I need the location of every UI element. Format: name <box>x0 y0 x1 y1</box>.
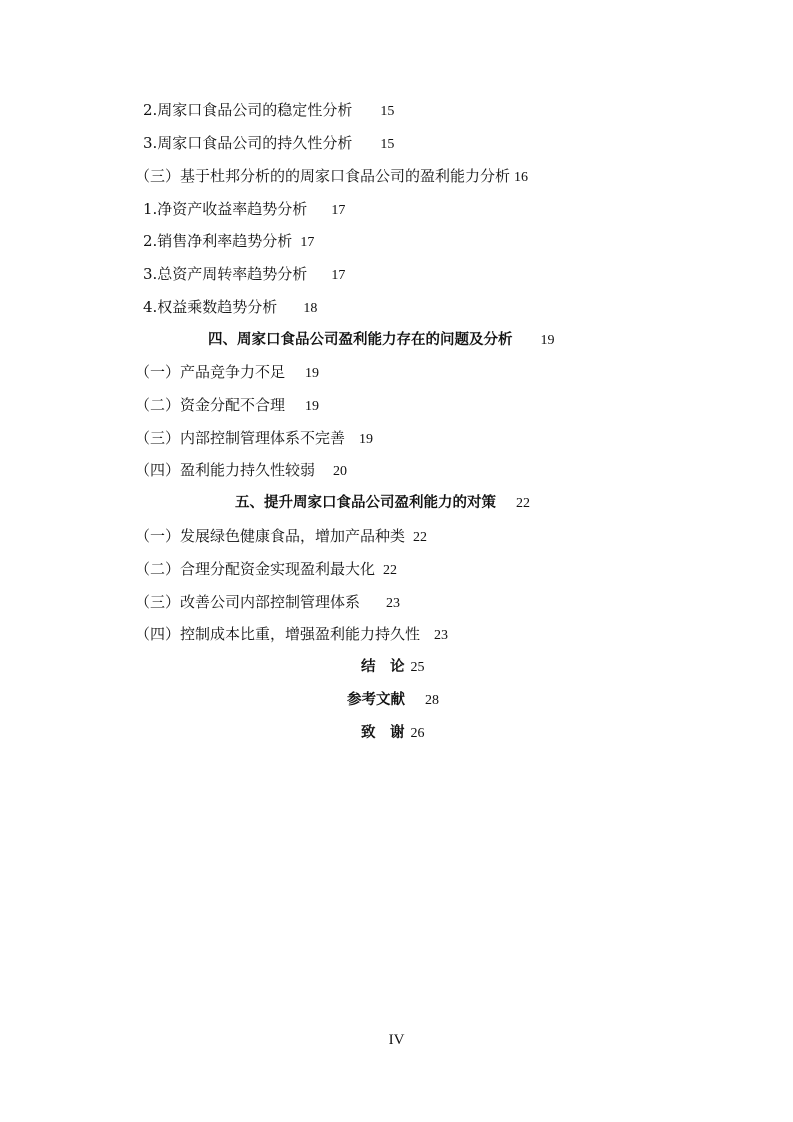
toc-entry[interactable] <box>143 229 314 253</box>
toc-entry[interactable] <box>135 393 319 417</box>
toc-chapter-entry[interactable] <box>361 721 425 745</box>
toc-entry-page: 19 <box>305 366 320 381</box>
toc-entry[interactable] <box>135 360 319 384</box>
toc-entry[interactable] <box>135 524 427 548</box>
toc-entry[interactable] <box>135 426 373 450</box>
toc-entry-page: 23 <box>386 596 401 611</box>
toc-entry-page: 20 <box>333 464 348 479</box>
toc-entry[interactable] <box>135 557 397 581</box>
toc-entry-title: （一）产品竞争力不足 <box>135 363 286 381</box>
toc-entry-page: 22 <box>516 496 530 511</box>
toc-chapter-entry[interactable] <box>347 688 439 712</box>
toc-entry-title: （一）发展绿色健康食品，增加产品种类 <box>135 527 406 545</box>
toc-entry-title: 4.权益乘数趋势分析 <box>143 298 278 316</box>
toc-entry-page: 25 <box>410 660 425 675</box>
toc-entry-page: 15 <box>380 104 395 119</box>
toc-entry-title: 参考文献 <box>347 692 405 708</box>
toc-entry-title: 3.周家口食品公司的持久性分析 <box>143 134 353 152</box>
toc-entry-title: （三）基于杜邦分析的的周家口食品公司的盈利能力分析 <box>135 167 511 185</box>
toc-entry-page: 22 <box>383 563 398 578</box>
toc-entry-title: 2.销售净利率趋势分析 <box>143 232 293 250</box>
toc-entry-page: 22 <box>413 530 428 545</box>
toc-entry[interactable] <box>135 590 400 614</box>
toc-entry-title: （二）资金分配不合理 <box>135 396 286 414</box>
toc-entry[interactable] <box>143 98 394 122</box>
toc-entry-title: 四、周家口食品公司盈利能力存在的问题及分析 <box>208 332 513 348</box>
toc-entry-page: 15 <box>380 137 395 152</box>
toc-entry-title: 五、提升周家口食品公司盈利能力的对策 <box>235 495 496 511</box>
toc-entry[interactable] <box>143 295 317 319</box>
toc-entry-page: 19 <box>305 399 320 414</box>
toc-entry-title: （四）控制成本比重，增强盈利能力持久性 <box>135 625 421 643</box>
page-number: IV <box>388 1032 405 1048</box>
toc-entry[interactable] <box>135 622 448 646</box>
toc-entry-page: 18 <box>303 301 318 316</box>
toc-entry-page: 17 <box>331 268 346 283</box>
toc-chapter-entry[interactable] <box>235 491 530 515</box>
toc-entry-title: 结 论 <box>361 659 405 675</box>
toc-entry-title: （三）内部控制管理体系不完善 <box>135 429 346 447</box>
toc-entry-title: 致 谢 <box>361 725 405 741</box>
toc-entry-page: 19 <box>540 333 555 348</box>
toc-entry-title: 3.总资产周转率趋势分析 <box>143 265 308 283</box>
toc-entry[interactable] <box>143 197 345 221</box>
toc-entry[interactable] <box>135 164 528 188</box>
toc-chapter-entry[interactable] <box>208 328 555 352</box>
toc-entry-title: （三）改善公司内部控制管理体系 <box>135 593 361 611</box>
toc-entry-page: 23 <box>434 628 449 643</box>
toc-entry-page: 17 <box>300 235 315 250</box>
toc-entry-page: 26 <box>410 726 425 741</box>
toc-entry-page: 16 <box>514 170 529 185</box>
toc-entry-title: 1.净资产收益率趋势分析 <box>143 200 308 218</box>
toc-entry[interactable] <box>135 458 347 482</box>
toc-chapter-entry[interactable] <box>361 655 425 679</box>
toc-entry[interactable] <box>143 262 345 286</box>
toc-entry-page: 19 <box>359 432 374 447</box>
toc-entry-page: 28 <box>425 693 439 708</box>
toc-entry-title: （二）合理分配资金实现盈利最大化 <box>135 560 376 578</box>
toc-entry[interactable] <box>143 131 394 155</box>
toc-entry-title: 2.周家口食品公司的稳定性分析 <box>143 101 353 119</box>
toc-entry-page: 17 <box>331 203 346 218</box>
toc-entry-title: （四）盈利能力持久性较弱 <box>135 461 316 479</box>
